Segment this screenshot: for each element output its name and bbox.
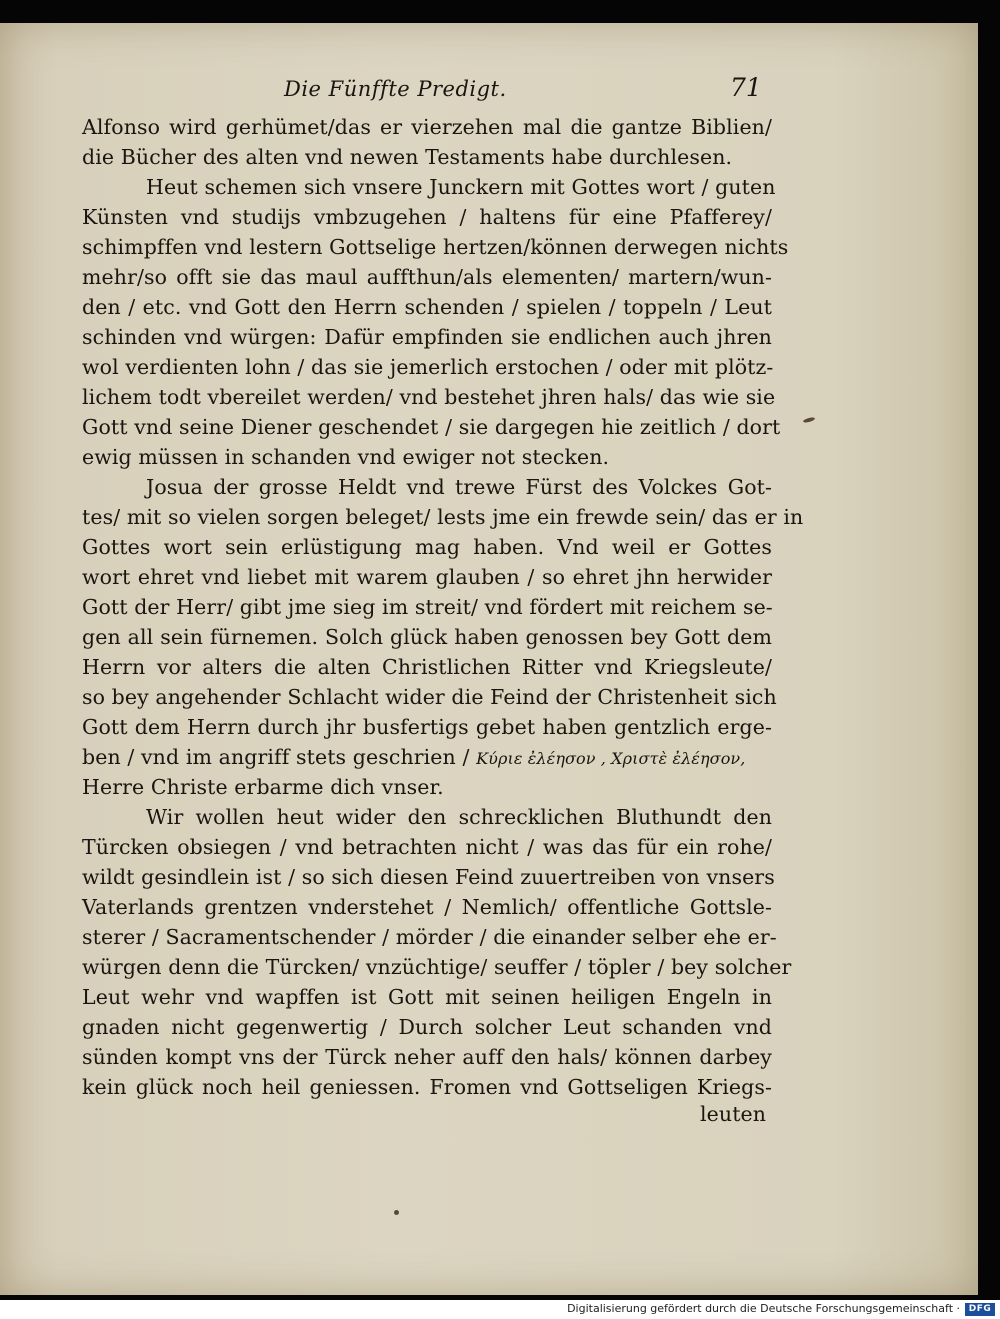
text-line: Herre Christe erbarme dich vnser.	[82, 775, 444, 799]
text-line: Alfonso wird gerhümet/das er vierzehen mal die gantze Biblien/	[82, 115, 772, 139]
book-page	[0, 23, 978, 1295]
text-line: mehr/so offt sie das maul auffthun/als elementen/ martern/wun-	[82, 265, 772, 289]
digitization-footer	[0, 1300, 1000, 1319]
text-line: schimpffen vnd lestern Gottselige hertzen/können derwegen nichts	[82, 235, 789, 259]
dfg-logo: DFG	[965, 1303, 995, 1316]
text-line: Gott dem Herrn durch jhr busfertigs gebet haben gentzlich erge-	[82, 715, 772, 739]
text-line: sterer / Sacramentschender / mörder / die einander selber ehe er-	[82, 925, 777, 949]
text-line: Gottes wort sein erlüstigung mag haben. Vnd weil er Gottes	[82, 535, 772, 559]
text-line: Leut wehr vnd wapffen ist Gott mit seinen heiligen Engeln in	[82, 985, 772, 1009]
text-line: wildt gesindlein ist / so sich diesen Feind zuuertreiben von vnsers	[82, 865, 775, 889]
text-line: kein glück noch heil geniessen. Fromen vnd Gottseligen Kriegs-	[82, 1075, 772, 1099]
text-line: würgen denn die Türcken/ vnzüchtige/ seuffer / töpler / bey solcher	[82, 955, 792, 979]
text-line: wort ehret vnd liebet mit warem glauben / so ehret jhn herwider	[82, 565, 772, 589]
text-line: Wir wollen heut wider den schrecklichen Bluthundt den	[146, 805, 772, 829]
text-line: lichem todt vbereilet werden/ vnd bestehet jhren hals/ das wie sie	[82, 385, 776, 409]
text-line: so bey angehender Schlacht wider die Feind der Christenheit sich	[82, 685, 777, 709]
footer-credit: Digitalisierung gefördert durch die Deutsche Forschungsgemeinschaft ·	[567, 1302, 960, 1315]
ink-speck	[394, 1210, 399, 1215]
text-line: ewig müssen in schanden vnd ewiger not stecken.	[82, 445, 610, 469]
text-line: schinden vnd würgen: Dafür empfinden sie endlichen auch jhren	[82, 325, 772, 349]
text-line: sünden kompt vns der Türck neher auff den hals/ können darbey	[82, 1045, 772, 1069]
text-line: Josua der grosse Heldt vnd trewe Fürst des Volckes Got-	[146, 475, 772, 499]
text-line: Heut schemen sich vnsere Junckern mit Gottes wort / guten	[146, 175, 776, 199]
text-line: Gott der Herr/ gibt jme sieg im streit/ vnd fördert mit reichem se-	[82, 595, 773, 619]
text-line: wol verdienten lohn / das sie jemerlich erstochen / oder mit plötz-	[82, 355, 774, 379]
text-line: Vaterlands grentzen vnderstehet / Nemlich/ offentliche Gottsle-	[82, 895, 772, 919]
text-line: gen all sein fürnemen. Solch glück haben genossen bey Gott dem	[82, 625, 772, 649]
text-line: tes/ mit so vielen sorgen beleget/ lests jme ein frewde sein/ das er in	[82, 505, 804, 529]
greek-phrase: Κύριε ἐλέησον , Χριστὲ ἐλέησον,	[476, 749, 746, 768]
ink-speck	[803, 417, 816, 424]
text-line-segment: ben / vnd im angriff stets geschrien /	[82, 745, 470, 769]
text-line: Herrn vor alters die alten Christlichen Ritter vnd Kriegsleute/	[82, 655, 772, 679]
text-line: Künsten vnd studijs vmbzugehen / haltens für eine Pfafferey/	[82, 205, 772, 229]
text-line: Gott vnd seine Diener geschendet / sie dargegen hie zeitlich / dort	[82, 415, 781, 439]
page-number: 71	[730, 73, 762, 102]
running-head: Die Fünffte Predigt.	[284, 77, 507, 101]
text-line: die Bücher des alten vnd newen Testaments habe durchlesen.	[82, 145, 733, 169]
text-line-with-greek	[82, 742, 772, 772]
catchword: leuten	[700, 1102, 767, 1126]
text-line: den / etc. vnd Gott den Herrn schenden / spielen / toppeln / Leut	[82, 295, 772, 319]
text-line: gnaden nicht gegenwertig / Durch solcher Leut schanden vnd	[82, 1015, 772, 1039]
text-line: Türcken obsiegen / vnd betrachten nicht / was das für ein rohe/	[82, 835, 772, 859]
